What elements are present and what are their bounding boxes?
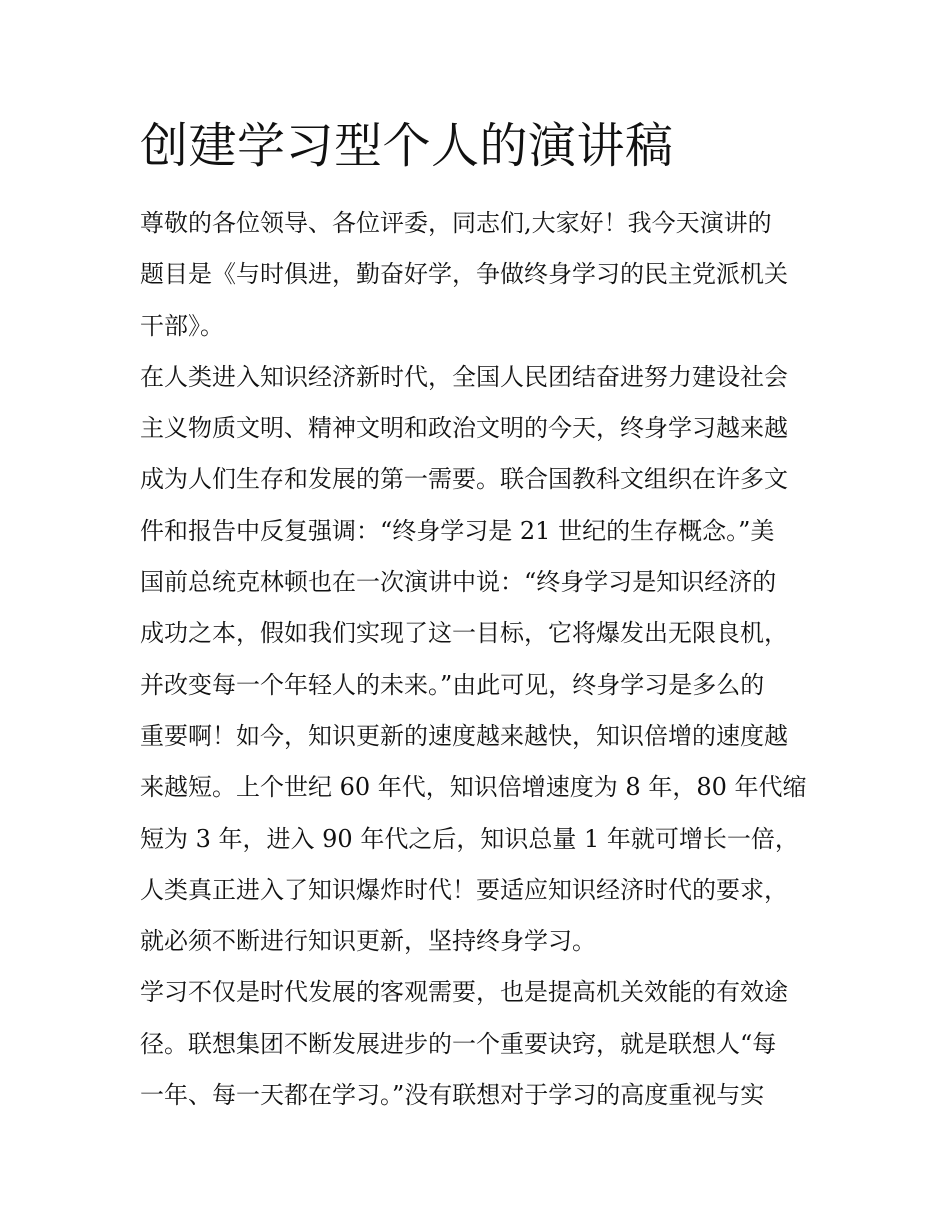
document-body xyxy=(140,198,830,1121)
body-line: 成功之本，假如我们实现了这一目标，它将爆发出无限良机， xyxy=(140,619,788,648)
body-line: 在人类进入知识经济新时代，全国人民团结奋进努力建设社会 xyxy=(140,362,788,391)
document-title: 创建学习型个人的演讲稿 xyxy=(140,118,674,174)
body-line: 国前总统克林顿也在一次演讲中说：“终身学习是知识经济的 xyxy=(140,568,777,597)
body-line: 一年、每一天都在学习。”没有联想对于学习的高度重视与实 xyxy=(140,1081,765,1110)
body-line: 成为人们生存和发展的第一需要。联合国教科文组织在许多文 xyxy=(140,465,788,494)
body-line: 题目是《与时俱进，勤奋好学，争做终身学习的民主党派机关 xyxy=(140,260,788,289)
body-line: 就必须不断进行知识更新，坚持终身学习。 xyxy=(140,927,596,956)
body-line: 短为 3 年，进入 90 年代之后，知识总量 1 年就可增长一倍， xyxy=(140,824,799,853)
body-line: 径。联想集团不断发展进步的一个重要诀窍，就是联想人“每 xyxy=(140,1029,777,1058)
body-line: 来越短。上个世纪 60 年代，知识倍增速度为 8 年，80 年代缩 xyxy=(140,773,807,802)
body-line: 主义物质文明、精神文明和政治文明的今天，终身学习越来越 xyxy=(140,414,788,443)
body-line: 学习不仅是时代发展的客观需要，也是提高机关效能的有效途 xyxy=(140,978,788,1007)
body-line: 并改变每一个年轻人的未来。”由此可见，终身学习是多么的 xyxy=(140,670,765,699)
body-line: 人类真正进入了知识爆炸时代！要适应知识经济时代的要求， xyxy=(140,875,788,904)
body-line: 尊敬的各位领导、各位评委，同志们,大家好！我今天演讲的 xyxy=(140,209,772,237)
body-line: 件和报告中反复强调：“终身学习是 21 世纪的生存概念。”美 xyxy=(140,516,775,545)
body-line: 重要啊！如今，知识更新的速度越来越快，知识倍增的速度越 xyxy=(140,721,788,750)
body-line: 干部》。 xyxy=(140,311,224,340)
